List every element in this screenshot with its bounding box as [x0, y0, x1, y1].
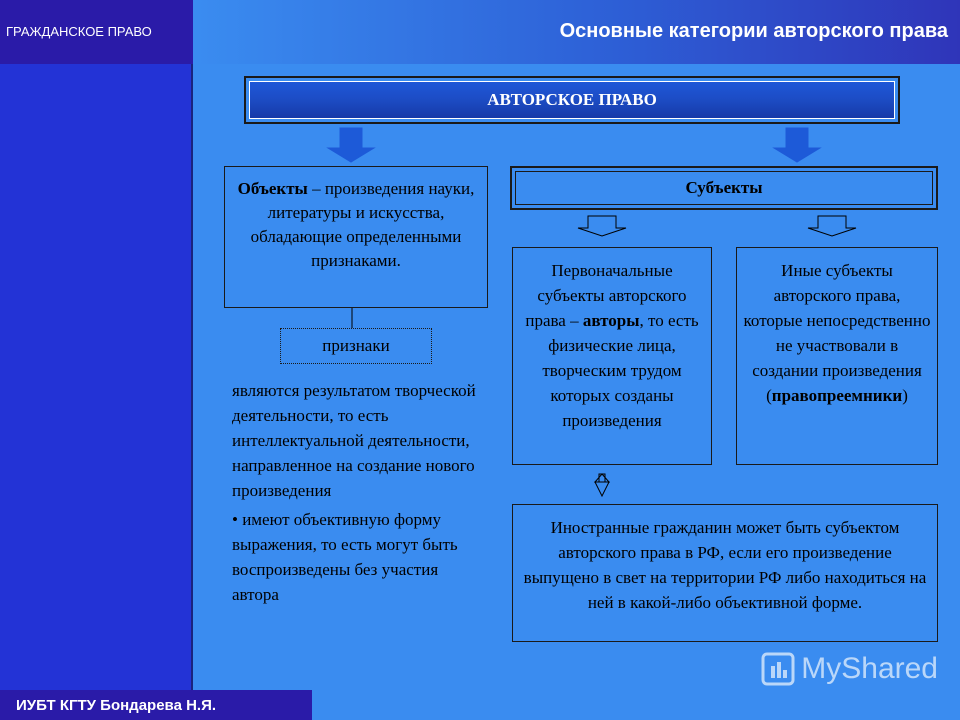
feature-item-1: являются результатом творческой деятельности, то есть интеллектуальной деятельности, направленное на создание нового произведения [232, 381, 476, 500]
features-description [232, 378, 482, 607]
watermark-text: MyShared [801, 652, 938, 685]
other-subjects-box [736, 247, 938, 465]
down-arrow-subjects [774, 128, 820, 162]
subjects-header [510, 166, 938, 210]
primary-subjects-bold: авторы [582, 311, 640, 330]
watermark-logo-icon [761, 652, 795, 686]
features-box [280, 328, 432, 364]
title-band [195, 0, 960, 64]
left-sidebar [0, 0, 193, 720]
primary-subjects-text-post: , то есть физические лица, творческим трудом которых созданы произведения [542, 311, 699, 430]
down-arrow-objects [328, 128, 374, 162]
updown-arrow-top [595, 474, 609, 482]
watermark [761, 652, 938, 686]
other-subjects-text-pre: Иные субъекты авторского права, которые непосредственно не участвовали в создании произведения ( [743, 261, 931, 405]
section-label: ГРАЖДАНСКОЕ ПРАВО [0, 0, 193, 64]
primary-subjects-box [512, 247, 712, 465]
feature-item-2: • имеют объективную форму выражения, то есть могут быть воспроизведены без участия автора [232, 510, 458, 604]
updown-arrow [595, 474, 609, 496]
other-subjects-bold: правопреемники [771, 386, 903, 405]
down-arrow-primary [578, 216, 626, 236]
objects-bold: Объекты [237, 179, 308, 198]
copyright-header [244, 76, 900, 124]
objects-box [224, 166, 488, 308]
primary-subjects-text-pre: Первоначальные субъекты авторского права – [525, 261, 687, 330]
objects-text: – произведения науки, литературы и искусства, обладающие определенными признаками. [250, 179, 475, 270]
footer-author: ИУБТ КГТУ Бондарева Н.Я. [0, 690, 312, 720]
foreigners-box: Иностранные гражданин может быть субъектом авторского права в РФ, если его произведение выпущено в свет на территории РФ либо находиться на ней в какой-либо объективной форме. [512, 504, 938, 642]
features-label: признаки [322, 336, 390, 355]
other-subjects-text-post: ) [902, 386, 908, 405]
subjects-header-label: Субъекты [515, 171, 933, 205]
slide-title: Основные категории авторского права [559, 20, 948, 42]
down-arrow-other [808, 216, 856, 236]
copyright-header-label: АВТОРСКОЕ ПРАВО [249, 81, 895, 119]
